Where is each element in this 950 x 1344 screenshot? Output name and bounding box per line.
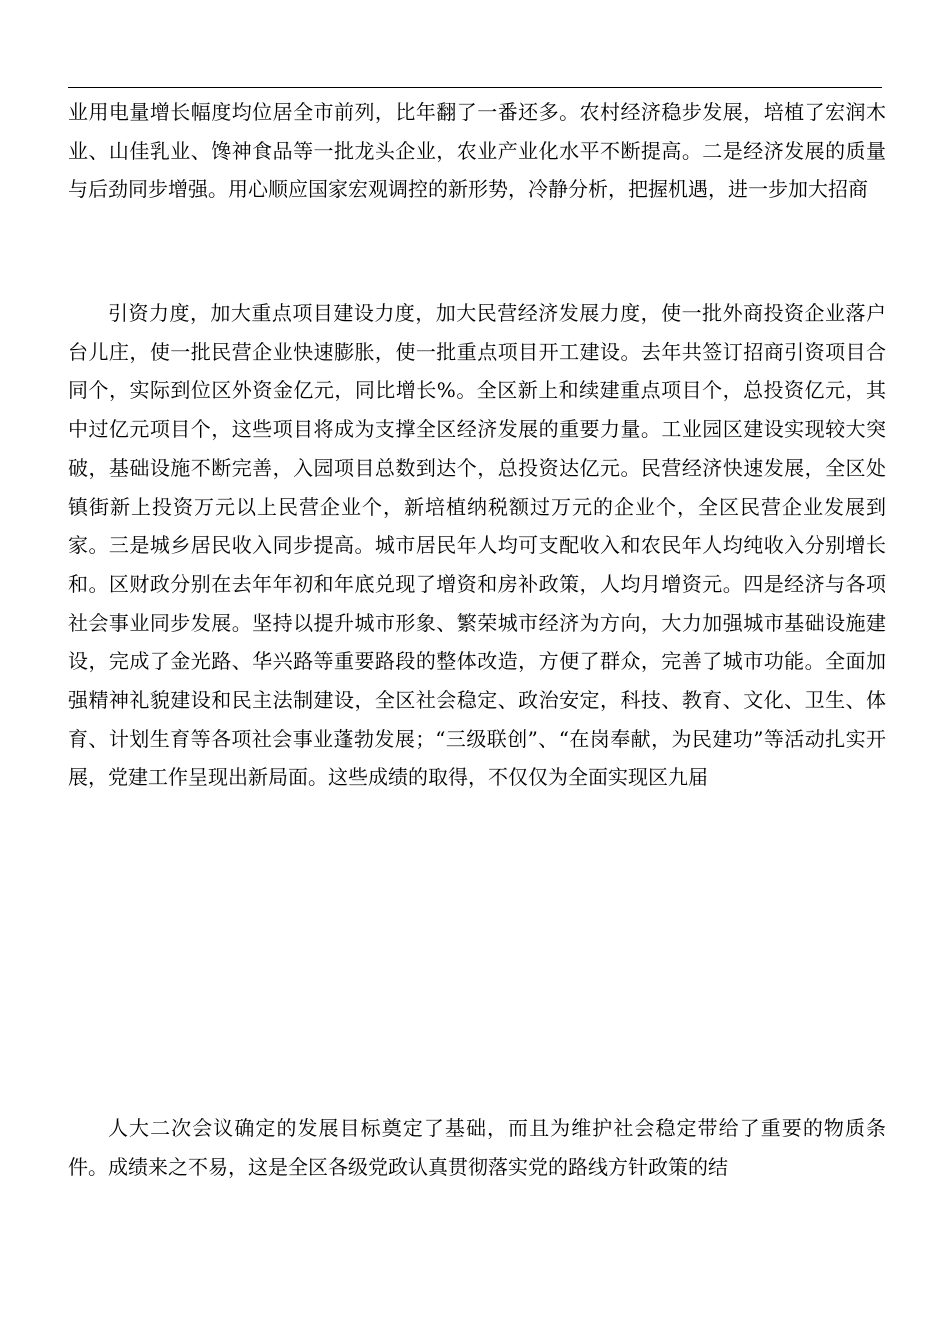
paragraph-1: 业用电量增长幅度均位居全市前列，比年翻了一番还多。农村经济稳步发展，培植了宏润木业、山佳乳业、馋神食品等一批龙头企业，农业产业化水平不断提高。二是经济发展的质量与后劲同步增强。用心顺应国家宏观调控的新形势，冷静分析，把握机遇，进一步加大招商 (68, 100, 886, 202)
paragraph-3: 人大二次会议确定的发展目标奠定了基础，而且为维护社会稳定带给了重要的物质条件。成绩来之不易，这是全区各级党政认真贯彻落实党的路线方针政策的结 (68, 1116, 886, 1179)
paragraph-2: 引资力度，加大重点项目建设力度，加大民营经济发展力度，使一批外商投资企业落户台儿庄，使一批民营企业快速膨胀，使一批重点项目开工建设。去年共签订招商引资项目合同个，实际到位区外资金亿元，同比增长%。全区新上和续建重点项目个，总投资亿元，其中过亿元项目个，这些项目将成为支撑全区经济发展的重要力量。工业园区建设实现较大突破，基础设施不断完善，入园项目总数到达个，总投资达亿元。民营经济快速发展，全区处镇街新上投资万元以上民营企业个，新培植纳税额过万元的企业个，全区民营企业发展到家。三是城乡居民收入同步提高。城市居民年人均可支配收入和农民年人均纯收入分别增长和。区财政分别在去年年初和年底兑现了增资和房补政策，人均月增资元。四是经济与各项社会事业同步发展。坚持以提升城市形象、繁荣城市经济为方向，大力加强城市基础设施建设，完成了金光路、华兴路等重要路段的整体改造，方便了群众，完善了城市功能。全面加强精神礼貌建设和民主法制建设，全区社会稳定、政治安定，科技、教育、文化、卫生、体育、计划生育等各项社会事业蓬勃发展；“三级联创”、“在岗奉献，为民建功”等活动扎实开展，党建工作呈现出新局面。这些成绩的取得，不仅仅为全面实现区九届 (68, 301, 886, 790)
header-rule (68, 87, 882, 88)
